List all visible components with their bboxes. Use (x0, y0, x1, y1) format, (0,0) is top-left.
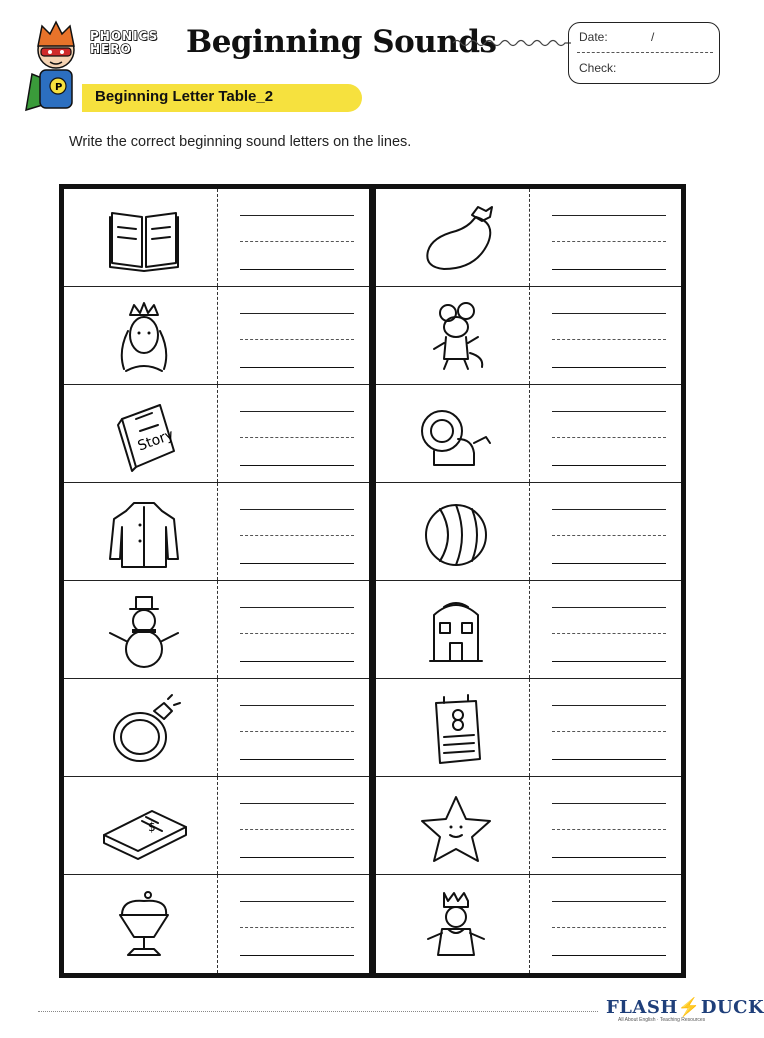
left-row-1 (64, 189, 369, 287)
brand-left: FLASH (606, 997, 678, 1018)
cell-dashed-divider (217, 483, 218, 580)
writing-line-base[interactable] (240, 661, 354, 662)
squiggle-decoration-icon (453, 36, 571, 50)
writing-line-top[interactable] (552, 411, 666, 412)
writing-line-top[interactable] (240, 901, 354, 902)
writing-line-top[interactable] (552, 509, 666, 510)
writing-line-top[interactable] (552, 705, 666, 706)
left-row-8 (64, 875, 369, 973)
cell-dashed-divider (529, 189, 530, 286)
cell-dashed-divider (529, 777, 530, 874)
eggplant-icon (394, 203, 518, 275)
writing-line-base[interactable] (240, 367, 354, 368)
cell-dashed-divider (217, 287, 218, 384)
cell-dashed-divider (529, 385, 530, 482)
writing-line-mid (240, 437, 354, 438)
writing-line-top[interactable] (240, 215, 354, 216)
right-row-7 (376, 777, 681, 875)
right-row-6 (376, 679, 681, 777)
left-row-5 (64, 581, 369, 679)
date-slash: / (651, 30, 655, 44)
writing-line-base[interactable] (552, 759, 666, 760)
right-row-8 (376, 875, 681, 973)
cell-dashed-divider (529, 875, 530, 973)
writing-line-mid (552, 829, 666, 830)
book-icon (82, 203, 206, 275)
writing-line-top[interactable] (240, 411, 354, 412)
writing-line-mid (240, 633, 354, 634)
writing-line-base[interactable] (240, 759, 354, 760)
cell-dashed-divider (529, 483, 530, 580)
star-icon (394, 791, 518, 863)
svg-text:Story: Story (135, 426, 176, 455)
writing-line-top[interactable] (552, 215, 666, 216)
writing-line-top[interactable] (240, 509, 354, 510)
bank-book-icon (82, 791, 206, 863)
cell-dashed-divider (217, 581, 218, 678)
cell-dashed-divider (217, 385, 218, 482)
writing-line-base[interactable] (240, 955, 354, 956)
snowman-icon (82, 595, 206, 667)
worksheet-subtitle: Beginning Letter Table_2 (95, 88, 274, 105)
writing-line-top[interactable] (240, 607, 354, 608)
writing-line-base[interactable] (240, 563, 354, 564)
footer-rule (38, 1011, 598, 1012)
calendar-icon (394, 693, 518, 765)
left-row-4 (64, 483, 369, 581)
writing-line-mid (552, 535, 666, 536)
writing-line-base[interactable] (240, 465, 354, 466)
svg-text:P: P (55, 82, 63, 93)
storybook-icon (82, 399, 206, 471)
writing-line-base[interactable] (240, 857, 354, 858)
writing-line-base[interactable] (552, 465, 666, 466)
date-label: Date: (579, 30, 608, 44)
writing-line-base[interactable] (240, 269, 354, 270)
writing-line-mid (240, 731, 354, 732)
left-row-3 (64, 385, 369, 483)
page-title: Beginning Sounds (186, 24, 497, 60)
left-row-2 (64, 287, 369, 385)
left-row-6 (64, 679, 369, 777)
house-icon (394, 595, 518, 667)
right-row-5 (376, 581, 681, 679)
writing-line-mid (552, 731, 666, 732)
king-icon (394, 889, 518, 961)
date-box-divider (577, 52, 713, 53)
writing-line-mid (552, 339, 666, 340)
coat-icon (82, 497, 206, 569)
phonics-hero-mascot-icon (24, 18, 86, 114)
writing-line-mid (240, 535, 354, 536)
check-label: Check: (579, 61, 617, 75)
writing-line-mid (240, 927, 354, 928)
brand-tagline: All About English · Teaching Resources (618, 1017, 706, 1023)
left-column (64, 189, 369, 973)
ring-icon (82, 693, 206, 765)
right-row-3 (376, 385, 681, 483)
cell-dashed-divider (529, 287, 530, 384)
writing-line-top[interactable] (552, 313, 666, 314)
writing-line-mid (552, 437, 666, 438)
instruction-text: Write the correct beginning sound letters on the lines. (69, 134, 412, 150)
writing-line-base[interactable] (552, 661, 666, 662)
writing-line-mid (552, 633, 666, 634)
cell-dashed-divider (217, 875, 218, 973)
column-divider (369, 189, 376, 973)
letter-table (59, 184, 686, 978)
cell-dashed-divider (217, 777, 218, 874)
lightning-icon: ⚡ (677, 997, 701, 1018)
cell-dashed-divider (529, 679, 530, 776)
writing-line-base[interactable] (552, 563, 666, 564)
writing-line-mid (552, 927, 666, 928)
queen-icon (82, 301, 206, 373)
cell-dashed-divider (529, 581, 530, 678)
mouse-icon (394, 301, 518, 373)
right-row-2 (376, 287, 681, 385)
phonics-hero-logo (90, 30, 158, 56)
writing-line-top[interactable] (240, 705, 354, 706)
right-column (376, 189, 681, 973)
writing-line-top[interactable] (552, 901, 666, 902)
writing-line-top[interactable] (552, 803, 666, 804)
logo-line-2: HERO (90, 42, 132, 56)
brand-right: DUCK (700, 997, 764, 1018)
logo-line-1: PHONICS (90, 29, 159, 43)
right-row-1 (376, 189, 681, 287)
writing-line-mid (240, 339, 354, 340)
date-check-box (568, 22, 720, 84)
beach-ball-icon (394, 497, 518, 569)
writing-line-base[interactable] (552, 367, 666, 368)
writing-line-base[interactable] (552, 955, 666, 956)
writing-line-base[interactable] (552, 857, 666, 858)
writing-line-mid (240, 241, 354, 242)
right-row-4 (376, 483, 681, 581)
cell-dashed-divider (217, 189, 218, 286)
writing-line-top[interactable] (552, 607, 666, 608)
writing-line-mid (552, 241, 666, 242)
writing-line-top[interactable] (240, 313, 354, 314)
flash-duck-logo (606, 997, 764, 1018)
lion-icon (394, 399, 518, 471)
date-row (579, 30, 655, 44)
left-row-7 (64, 777, 369, 875)
cell-dashed-divider (217, 679, 218, 776)
writing-line-top[interactable] (240, 803, 354, 804)
writing-line-mid (240, 829, 354, 830)
svg-text:$: $ (148, 820, 156, 834)
ice-cream-sundae-icon (82, 889, 206, 961)
writing-line-base[interactable] (552, 269, 666, 270)
